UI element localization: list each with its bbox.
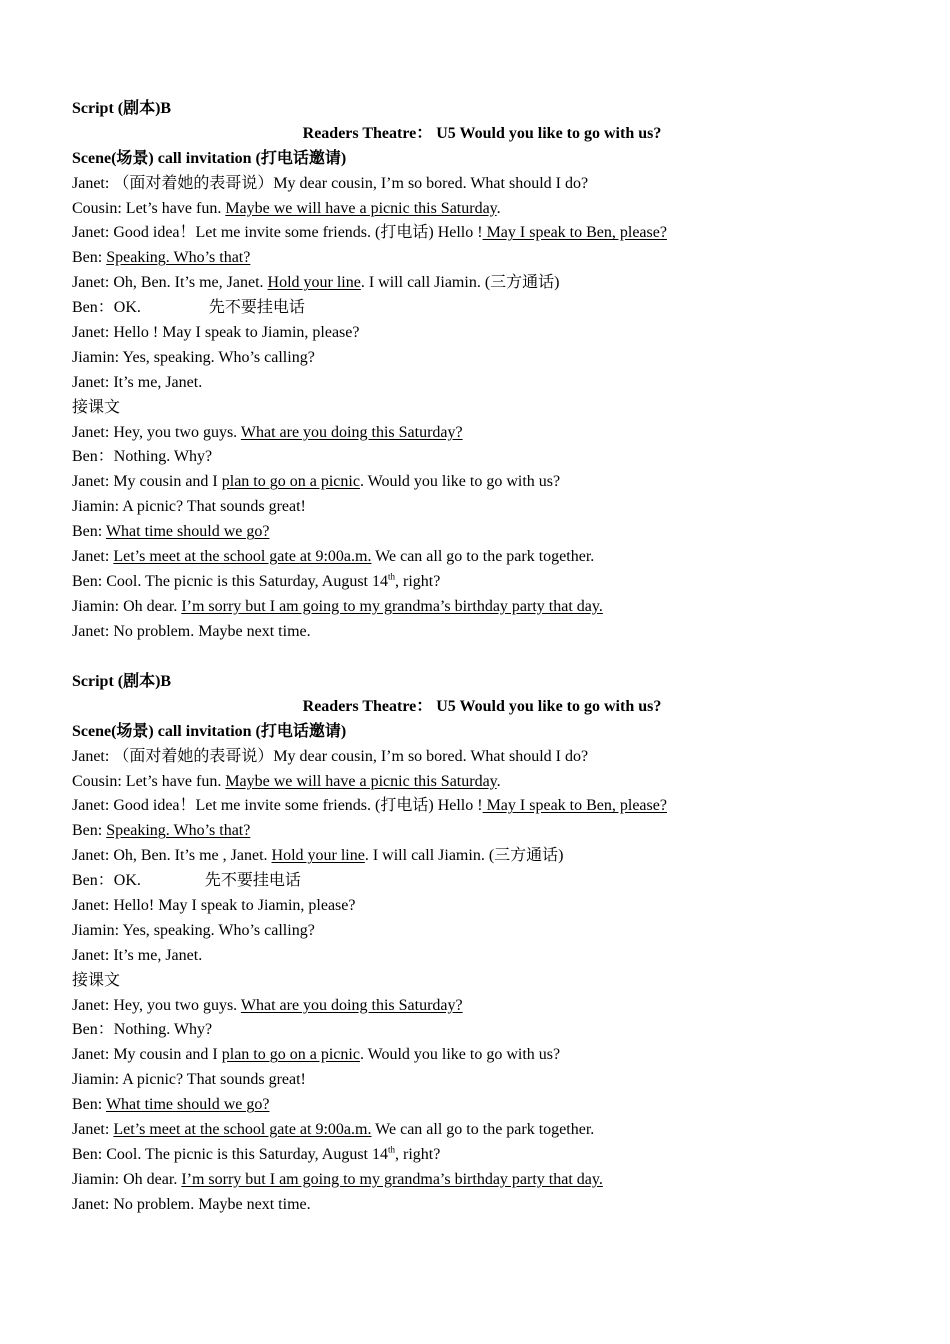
dialogue-line bbox=[72, 445, 892, 470]
script-label: Script (剧本)B bbox=[72, 673, 172, 690]
dialogue-line bbox=[72, 296, 892, 321]
line-text: Janet: My cousin and I bbox=[72, 473, 222, 491]
line-text: 接课文 bbox=[72, 971, 121, 989]
line-text: Jiamin: Oh dear. bbox=[72, 1170, 182, 1188]
underlined-phrase: Let’s meet at the school gate at 9:00a.m. bbox=[113, 1121, 372, 1139]
underlined-phrase: May I speak to Ben, please? bbox=[482, 224, 667, 242]
ordinal-suffix: th bbox=[387, 571, 395, 582]
dialogue-line bbox=[72, 545, 892, 570]
dialogue-line bbox=[72, 570, 892, 595]
line-text: Janet: bbox=[72, 548, 114, 566]
line-text: Jiamin: A picnic? That sounds great! bbox=[72, 498, 306, 516]
line-text: Jiamin: A picnic? That sounds great! bbox=[72, 1071, 306, 1089]
line-text: Janet: No problem. Maybe next time. bbox=[72, 1195, 311, 1213]
line-text: We can all go to the park together. bbox=[371, 548, 595, 566]
script-block-2 bbox=[72, 670, 892, 1218]
line-text: Jiamin: Yes, speaking. Who’s calling? bbox=[72, 348, 315, 366]
dialogue-line bbox=[72, 221, 892, 246]
underlined-phrase: plan to go on a picnic bbox=[221, 1046, 360, 1064]
underlined-phrase: I’m sorry but I am going to my grandma’s birthday party that day. bbox=[181, 597, 603, 615]
underlined-phrase: I’m sorry but I am going to my grandma’s birthday party that day. bbox=[181, 1170, 603, 1188]
underlined-phrase: Hold your line bbox=[271, 847, 365, 865]
dialogue-line bbox=[72, 1068, 892, 1093]
line-text: Cousin: Let’s have fun. bbox=[72, 772, 226, 790]
dialogue-line bbox=[72, 770, 892, 795]
line-text: Janet: It’s me, Janet. bbox=[72, 946, 203, 964]
line-text: . bbox=[496, 772, 501, 790]
script-title bbox=[72, 695, 892, 720]
dialogue-line bbox=[72, 1193, 892, 1218]
line-text: Ben: bbox=[72, 523, 106, 541]
line-text: Janet: Hello! May I speak to Jiamin, please? bbox=[72, 897, 356, 915]
dialogue-line bbox=[72, 346, 892, 371]
line-text: Ben：OK. bbox=[72, 872, 141, 890]
line-text: Ben：Nothing. Why? bbox=[72, 448, 213, 466]
line-text: Janet: Good idea！Let me invite some friends. (打电话) Hello ! bbox=[72, 797, 483, 815]
line-text: Ben：Nothing. Why? bbox=[72, 1021, 213, 1039]
dialogue-line bbox=[72, 271, 892, 296]
dialogue-line bbox=[72, 745, 892, 770]
underlined-phrase: May I speak to Ben, please? bbox=[482, 797, 667, 815]
dialogue-line bbox=[72, 1043, 892, 1068]
script-title bbox=[72, 122, 892, 147]
dialogue-line bbox=[72, 470, 892, 495]
script-title-text: Readers Theatre： U5 Would you like to go with us? bbox=[302, 124, 662, 142]
line-text: Ben: Cool. The picnic is this Saturday, August 14 bbox=[72, 1145, 388, 1163]
line-text: Cousin: Let’s have fun. bbox=[72, 199, 226, 217]
underlined-phrase: Speaking. Who’s that? bbox=[106, 822, 251, 840]
dialogue-line bbox=[72, 495, 892, 520]
line-text: Janet: Hello ! May I speak to Jiamin, please? bbox=[72, 324, 360, 342]
stage-note: 先不要挂电话 bbox=[208, 299, 305, 317]
dialogue-line bbox=[72, 520, 892, 545]
underlined-phrase: Maybe we will have a picnic this Saturday bbox=[225, 772, 497, 790]
dialogue-line bbox=[72, 994, 892, 1019]
line-text: . I will call Jiamin. (三方通话) bbox=[364, 847, 564, 865]
underlined-phrase: Hold your line bbox=[267, 274, 361, 292]
dialogue-line bbox=[72, 246, 892, 271]
underlined-phrase: What time should we go? bbox=[105, 523, 270, 541]
dialogue-line bbox=[72, 894, 892, 919]
dialogue-line bbox=[72, 869, 892, 894]
line-text: , right? bbox=[395, 1145, 441, 1163]
section-note bbox=[72, 396, 892, 421]
line-text: . Would you like to go with us? bbox=[359, 473, 561, 491]
line-text: Janet: Hey, you two guys. bbox=[72, 423, 241, 441]
line-text: Janet: Good idea！Let me invite some friends. (打电话) Hello ! bbox=[72, 224, 483, 242]
dialogue-line bbox=[72, 1168, 892, 1193]
dialogue-line bbox=[72, 197, 892, 222]
dialogue-line bbox=[72, 819, 892, 844]
line-text: Janet: bbox=[72, 1121, 114, 1139]
script-label: Script (剧本)B bbox=[72, 100, 172, 117]
underlined-phrase: What are you doing this Saturday? bbox=[240, 996, 463, 1014]
dialogue-line bbox=[72, 844, 892, 869]
dialogue-line bbox=[72, 1093, 892, 1118]
line-text: , right? bbox=[395, 572, 441, 590]
line-text: . Would you like to go with us? bbox=[359, 1046, 561, 1064]
script-title-text: Readers Theatre： U5 Would you like to go with us? bbox=[302, 697, 662, 715]
dialogue-line bbox=[72, 371, 892, 396]
line-text: Janet: （面对着她的表哥说）My dear cousin, I’m so bored. What should I do? bbox=[72, 747, 589, 765]
dialogue-line bbox=[72, 794, 892, 819]
line-text: We can all go to the park together. bbox=[371, 1121, 595, 1139]
line-text: Janet: No problem. Maybe next time. bbox=[72, 622, 311, 640]
stage-note: 先不要挂电话 bbox=[204, 872, 301, 890]
ordinal-suffix: th bbox=[387, 1144, 395, 1155]
line-text: . I will call Jiamin. (三方通话) bbox=[360, 274, 560, 292]
line-text: Ben: bbox=[72, 249, 107, 267]
line-text: Ben：OK. bbox=[72, 299, 141, 317]
line-text: Ben: bbox=[72, 822, 107, 840]
dialogue-line bbox=[72, 172, 892, 197]
underlined-phrase: Let’s meet at the school gate at 9:00a.m. bbox=[113, 548, 372, 566]
dialogue-line bbox=[72, 321, 892, 346]
line-text: Janet: My cousin and I bbox=[72, 1046, 222, 1064]
line-text: 接课文 bbox=[72, 398, 121, 416]
underlined-phrase: What time should we go? bbox=[105, 1096, 270, 1114]
underlined-phrase: Speaking. Who’s that? bbox=[106, 249, 251, 267]
script-block-1 bbox=[72, 97, 892, 645]
dialogue-line bbox=[72, 919, 892, 944]
line-text: Janet: Oh, Ben. It’s me, Janet. bbox=[72, 274, 268, 292]
dialogue-line bbox=[72, 620, 892, 645]
line-text: Ben: bbox=[72, 1096, 106, 1114]
scene-heading: Scene(场景) call invitation (打电话邀请) bbox=[72, 149, 347, 167]
underlined-phrase: What are you doing this Saturday? bbox=[240, 423, 463, 441]
section-note bbox=[72, 969, 892, 994]
dialogue-line bbox=[72, 421, 892, 446]
line-text: Ben: Cool. The picnic is this Saturday, August 14 bbox=[72, 572, 388, 590]
dialogue-line bbox=[72, 1143, 892, 1168]
dialogue-line bbox=[72, 595, 892, 620]
scene-heading: Scene(场景) call invitation (打电话邀请) bbox=[72, 722, 347, 740]
dialogue-line bbox=[72, 944, 892, 969]
line-text: Janet: It’s me, Janet. bbox=[72, 373, 203, 391]
dialogue-line bbox=[72, 1018, 892, 1043]
line-text: Jiamin: Yes, speaking. Who’s calling? bbox=[72, 921, 315, 939]
underlined-phrase: plan to go on a picnic bbox=[221, 473, 360, 491]
line-text: Janet: （面对着她的表哥说）My dear cousin, I’m so bored. What should I do? bbox=[72, 174, 589, 192]
line-text: Janet: Hey, you two guys. bbox=[72, 996, 241, 1014]
underlined-phrase: Maybe we will have a picnic this Saturday bbox=[225, 199, 497, 217]
line-text: . bbox=[496, 199, 501, 217]
line-text: Jiamin: Oh dear. bbox=[72, 597, 182, 615]
dialogue-line bbox=[72, 1118, 892, 1143]
line-text: Janet: Oh, Ben. It’s me , Janet. bbox=[72, 847, 272, 865]
